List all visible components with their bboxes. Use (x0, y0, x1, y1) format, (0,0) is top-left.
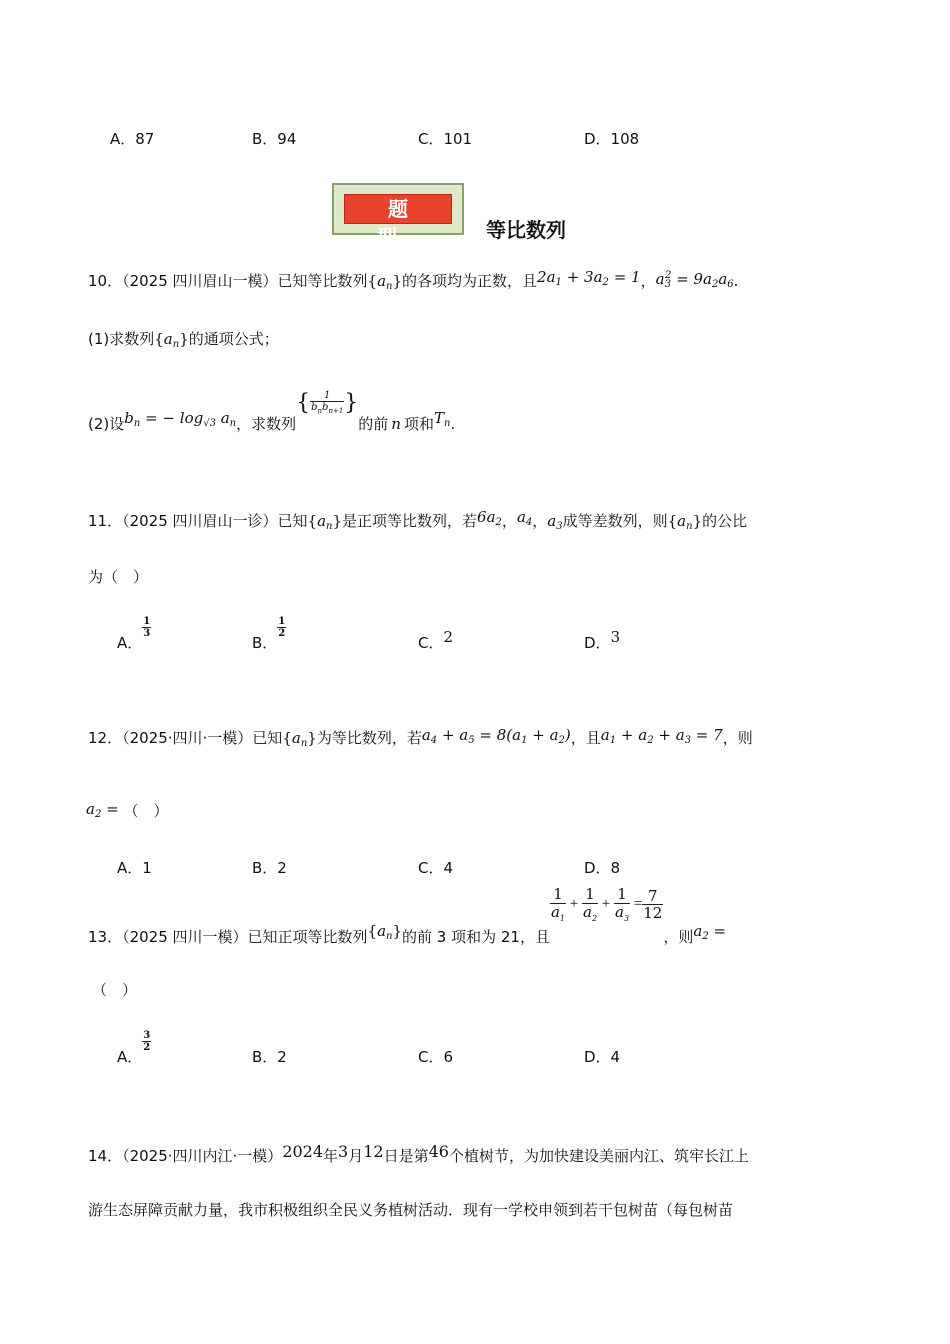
q11-option-b-value: $\frac{1}{2}$ (278, 616, 286, 639)
q13-line2: （ ） (92, 981, 138, 999)
q11-comma2: ， (532, 512, 548, 530)
q12-a2: $a_2$ = (86, 800, 119, 820)
q13-seq-an: $\{a_n\}$ (367, 922, 403, 943)
q12-stem (88, 726, 753, 749)
q11-term-1: $6a_2$ (477, 508, 502, 528)
q11-term-2: $a_4$ (516, 508, 533, 528)
q11-comma1: ， (501, 512, 517, 530)
q10-condition-2: $a_3^2 = 9a_2a_6$ (655, 270, 734, 290)
q9-option-a: A．87 (110, 130, 155, 148)
q12-seq-an: $\{a_n\}$ (282, 729, 317, 749)
q14-t3: 日是第 (383, 1147, 429, 1165)
q11-option-b-label: B． (252, 634, 278, 652)
q13-stem (88, 886, 726, 946)
q10-part2-n: n (391, 415, 401, 434)
q12-line2 (86, 800, 168, 821)
q14-day: 12 (363, 1142, 384, 1161)
q11-option-d-value: 3 (610, 628, 621, 646)
q9-option-c: C．101 (418, 130, 473, 148)
q11-option-d-label: D． (584, 634, 611, 652)
q12-lead: 12．（2025·四川·一模）已知 (88, 729, 283, 747)
q11-stem (88, 508, 747, 532)
q13-recip-sum: $\frac{1}{a_1}$ + $\frac{1}{a_2}$ + $\frac{1}{a_3}$ = $\frac{7}{12}$ (550, 885, 663, 923)
q11-seq-an: $\{a_n\}$ (307, 512, 343, 532)
q13-a2: $a_2$ = (693, 922, 727, 943)
q14-ordinal: 46 (428, 1142, 449, 1161)
q11-option-c-label: C． (418, 634, 444, 652)
q14-month: 3 (338, 1142, 349, 1161)
q10-Tn: $T_n$ (433, 409, 451, 430)
q10-period: . (733, 272, 739, 290)
q14-line2: 游生态屏障贡献力量，我市积极组织全民义务植树活动．现有一学校申领到若干包树苗（每包树苗 (88, 1201, 734, 1219)
q10-part1-seq: $\{a_n\}$ (154, 330, 189, 350)
q10-condition-1: $2a_1 + 3a_2 = 1$ (537, 268, 641, 288)
q10-part1 (88, 328, 279, 350)
q12-mid2: ，且 (570, 729, 601, 747)
q10-mid: 的各项均为正数，且 (402, 272, 538, 290)
q10-part2-post: 的前 (358, 415, 389, 434)
q13-option-d: D．4 (584, 1048, 621, 1066)
q10-lead: 10．（2025 四川眉山一模）已知等比数列 (88, 272, 368, 290)
q10-stem (88, 268, 738, 292)
q14-year: 2024 (282, 1142, 324, 1161)
q11-option-a-value: $\frac{1}{3}$ (143, 616, 151, 639)
q10-part1-post: 的通项公式； (188, 330, 279, 348)
q11-option-c (418, 628, 454, 653)
q12-tail: ，则 (722, 729, 753, 747)
q13-lead: 13．（2025 四川一模）已知正项等比数列 (88, 928, 368, 947)
q14-t4: 个植树节，为加快建设美丽内江、筑牢长江上 (448, 1147, 749, 1165)
q11-mid1: 是正项等比数列，若 (342, 512, 478, 530)
q12-mid1: 为等比数列，若 (316, 729, 422, 747)
q11-term-3: $a_3$ (547, 512, 563, 532)
q12-option-c: C．4 (418, 859, 454, 877)
q10-part2 (88, 390, 455, 434)
q13-mid: 的前 3 项和为 21，且 (402, 928, 550, 947)
q13-option-a-value: $\frac{3}{2}$ (143, 1030, 151, 1053)
section-badge (332, 183, 464, 249)
section-title: 等比数列 (486, 218, 566, 242)
q11-lead: 11．（2025 四川眉山一诊）已知 (88, 512, 308, 530)
q12-option-b: B．2 (252, 859, 287, 877)
q13-option-a-label: A． (117, 1048, 143, 1066)
q10-comma: ， (640, 272, 656, 290)
q10-seq-an: $\{a_n\}$ (367, 272, 403, 292)
q14-stem (88, 1142, 749, 1166)
q10-part1-pre: (1)求数列 (88, 330, 155, 348)
q12-option-d: D．8 (584, 859, 621, 877)
q10-bn-def: $b_n$ = − $\log_{√3} a_n$ (124, 409, 237, 430)
q11-mid2: 成等差数列，则 (562, 512, 668, 530)
q9-option-b: B．94 (252, 130, 297, 148)
q10-part2-period: . (450, 415, 456, 434)
q11-option-b (252, 616, 286, 655)
q11-option-a-label: A． (117, 634, 143, 652)
q10-part2-mid: ，求数列 (236, 415, 297, 434)
q10-recip-seq: { $\frac{1}{b_nb_{n+1}}$ } (296, 390, 359, 416)
q12-condition-1: $a_4 + a_5 = 8(a_1 + a_2)$ (421, 726, 571, 746)
q13-option-c: C．6 (418, 1048, 454, 1066)
section-badge-label: 题 型 (344, 194, 452, 224)
q14-lead: 14．（2025·四川内江·一模） (88, 1147, 283, 1165)
q11-line2: 为（ ） (88, 568, 149, 586)
q10-part2-pre: (2)设 (88, 415, 125, 434)
q13-option-b: B．2 (252, 1048, 287, 1066)
q12-option-a: A．1 (117, 859, 152, 877)
q12-blank: （ ） (123, 802, 169, 820)
q14-t2: 月 (348, 1147, 364, 1165)
q14-t1: 年 (323, 1147, 339, 1165)
q11-option-c-value: 2 (443, 628, 454, 646)
q13-option-a (117, 1030, 151, 1069)
q13-tail: ，则 (663, 928, 694, 947)
q10-part2-tail: 项和 (403, 415, 434, 434)
q11-option-d (584, 628, 621, 653)
q9-option-d: D．108 (584, 130, 640, 148)
q12-condition-2: $a_1 + a_2 + a_3 = 7$ (600, 726, 723, 746)
q11-tail: 的公比 (702, 512, 748, 530)
q11-option-a (117, 616, 151, 655)
q11-seq-an-2: $\{a_n\}$ (667, 512, 703, 532)
